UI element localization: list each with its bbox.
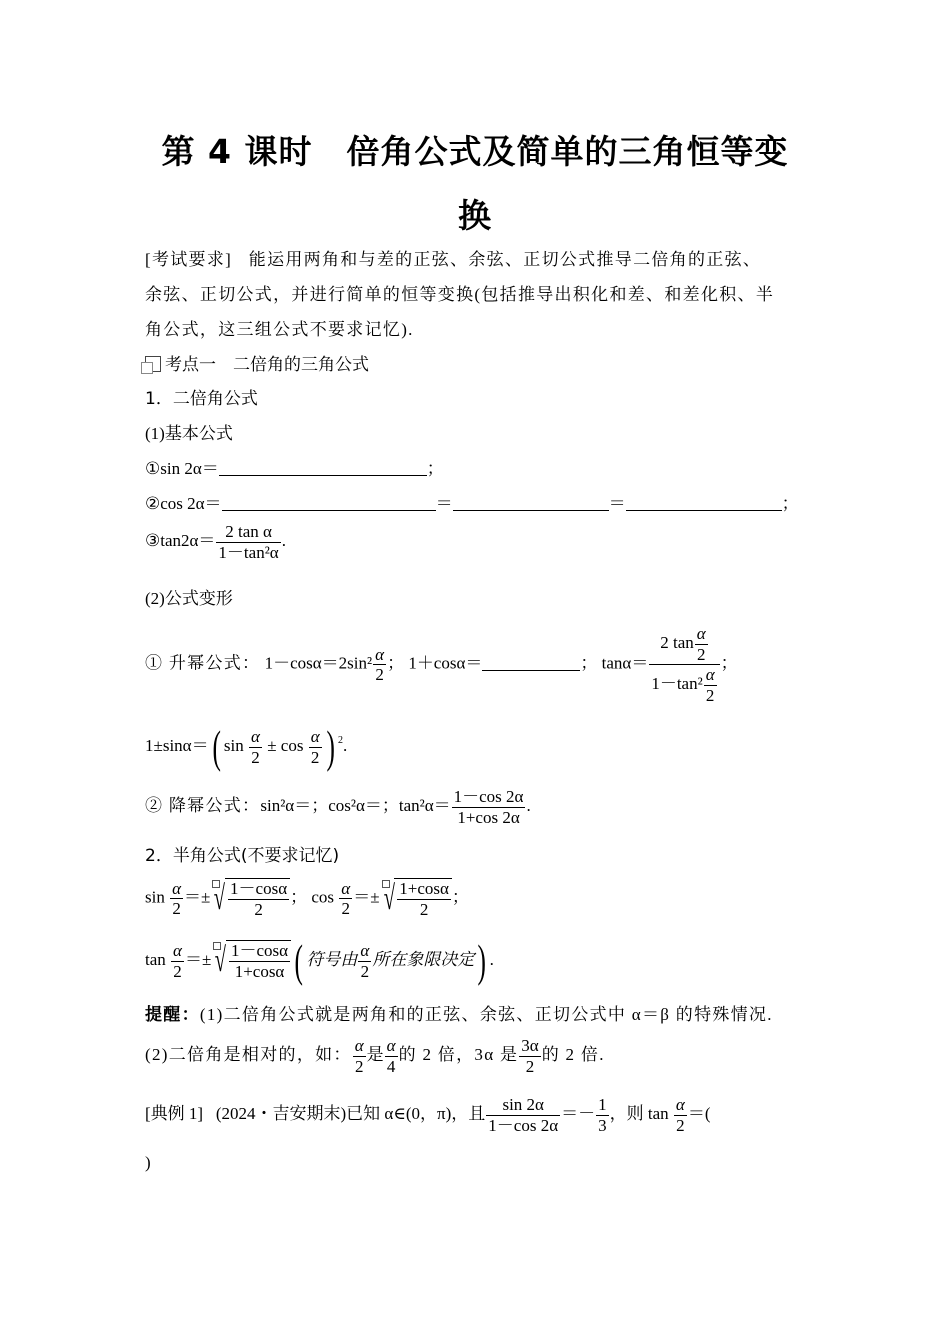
requirements-label: [考试要求] — [145, 250, 233, 269]
answer-blank[interactable] — [626, 494, 782, 511]
answer-blank[interactable] — [482, 654, 580, 671]
formula-sin2a: ①sin 2α＝ ； — [145, 459, 444, 478]
fraction: $\frac{\alpha}{4}$ — [386, 1036, 396, 1076]
half-angle-tan: tan $\frac{\alpha}{2}$ ＝± √ $\frac{1-\cos\alpha}{1+\cos\alpha}$ ( 符号由 $\frac{\alpha}{2}$ 所在象限决定) . — [145, 935, 494, 986]
reminder-label: 提醒： — [145, 1005, 200, 1025]
requirements-line-1 — [145, 249, 761, 271]
requirements-line-3: 角公式，这三组公式不要求记忆). — [145, 320, 414, 339]
answer-blank[interactable] — [219, 459, 427, 476]
fraction: $\frac{\alpha}{2}$ — [310, 726, 320, 767]
fraction: $\frac{3\alpha}{2}$ — [521, 1036, 539, 1076]
reminder-line-1: 提醒：(1)二倍角公式就是两角和的正弦、余弦、正切公式中 α＝β 的特殊情况. — [145, 1005, 773, 1025]
answer-blank[interactable] — [222, 494, 436, 511]
example-1: [典例 1] (2024・吉安期末)已知 α∈(0，π)，且 $\frac{\sin 2\alpha}{1-\cos 2\alpha}$ ＝－ $\frac{1}{3}$ ，则 tan $\frac{\alpha}{2}$ ＝( — [145, 1095, 711, 1135]
fraction: $\frac{1-\cos 2\alpha}{1+\cos 2\alpha}$ — [453, 787, 524, 827]
example-1-close: ) — [145, 1153, 151, 1172]
radical: √ $\frac{1-\cos\alpha}{1+\cos\alpha}$ — [211, 940, 291, 981]
section-heading: 考点一 二倍角的三角公式 — [145, 354, 369, 376]
requirements-text: 能运用两角和与差的正弦、余弦、正切公式推导二倍角的正弦、 — [248, 250, 762, 269]
fraction: $\frac{\alpha}{2}$ — [675, 1095, 685, 1135]
fraction: $\frac{\sin 2\alpha}{1-\cos 2\alpha}$ — [488, 1095, 559, 1135]
fraction: $\frac{\alpha}{2}$ — [360, 940, 370, 981]
fraction: $\frac{\alpha}{2}$ — [172, 878, 182, 919]
page-title: 第 4 课时 倍角公式及简单的三角恒等变 — [161, 132, 789, 171]
formula-cos2a: ②cos 2α＝ ＝ ＝ ； — [145, 494, 799, 513]
one-plus-minus-sin: 1±sinα＝( sin $\frac{\alpha}{2}$ ± cos $\frac{\alpha}{2}$ ) $^2$. — [145, 721, 348, 772]
power-lowering-formulas: ② 降幂公式：sin²α＝；cos²α＝；tan²α＝ $\frac{1-\cos 2\alpha}{1+\cos 2\alpha}$ . — [145, 787, 531, 827]
fraction: $\frac{\alpha}{2}$ — [341, 878, 351, 919]
radical: √ $\frac{1+\cos\alpha}{2}$ — [380, 878, 452, 919]
fraction: $\frac{\text{2 tan α}}{\text{1－tan²α}}$ — [218, 522, 279, 562]
basic-formula-label: (1)基本公式 — [145, 424, 233, 443]
fraction: $\frac{\alpha}{2}$ — [173, 940, 182, 981]
subsection-1-heading: 1．二倍角公式 — [145, 389, 258, 409]
requirements-line-2: 余弦、正切公式，并进行简单的恒等变换(包括推导出积化和差、和差化积、半 — [145, 285, 775, 304]
power-raising-formulas: ① 升幂公式： 1－cosα＝2sin² $\frac{\alpha}{2}$ ； 1＋cosα＝ ； tanα＝ 2 tan $\frac{\alpha}{2}$ 1－tan² $\frac{\alpha}{2}$ ； — [145, 624, 738, 705]
fraction: $\frac{\alpha}{2}$ — [251, 726, 260, 767]
fraction: $\frac{\alpha}{2}$ — [354, 1036, 364, 1076]
fraction: $\frac{\alpha}{2}$ — [375, 644, 385, 685]
half-angle-sin-cos: sin $\frac{\alpha}{2}$ ＝± √ $\frac{1-\cos\alpha}{2}$ ； cos $\frac{\alpha}{2}$ ＝± √ $\frac{1+\cos\alpha}{2}$ ； — [145, 878, 469, 919]
variant-label: (2)公式变形 — [145, 589, 233, 608]
example-label: [典例 1] — [145, 1103, 204, 1123]
subsection-2-heading: 2．半角公式(不要求记忆) — [145, 846, 340, 866]
reminder-line-2: (2)二倍角是相对的，如： $\frac{\alpha}{2}$ 是 $\frac{\alpha}{4}$ 的 2 倍，3α 是 $\frac{3\alpha}{2}$ 的 2 倍. — [145, 1036, 605, 1076]
answer-blank[interactable] — [453, 494, 609, 511]
fraction: $\frac{1}{3}$ — [598, 1095, 607, 1135]
formula-tan2a: ③tan2α＝ $\frac{\text{2 tan α}}{\text{1－tan²α}}$ . — [145, 522, 286, 562]
radical: √ $\frac{1-\cos\alpha}{2}$ — [210, 878, 290, 919]
page-title-continued: 换 — [458, 196, 492, 235]
section-icon — [145, 356, 161, 372]
fraction: 2 tan $\frac{\alpha}{2}$ 1－tan² $\frac{\alpha}{2}$ — [649, 624, 719, 705]
